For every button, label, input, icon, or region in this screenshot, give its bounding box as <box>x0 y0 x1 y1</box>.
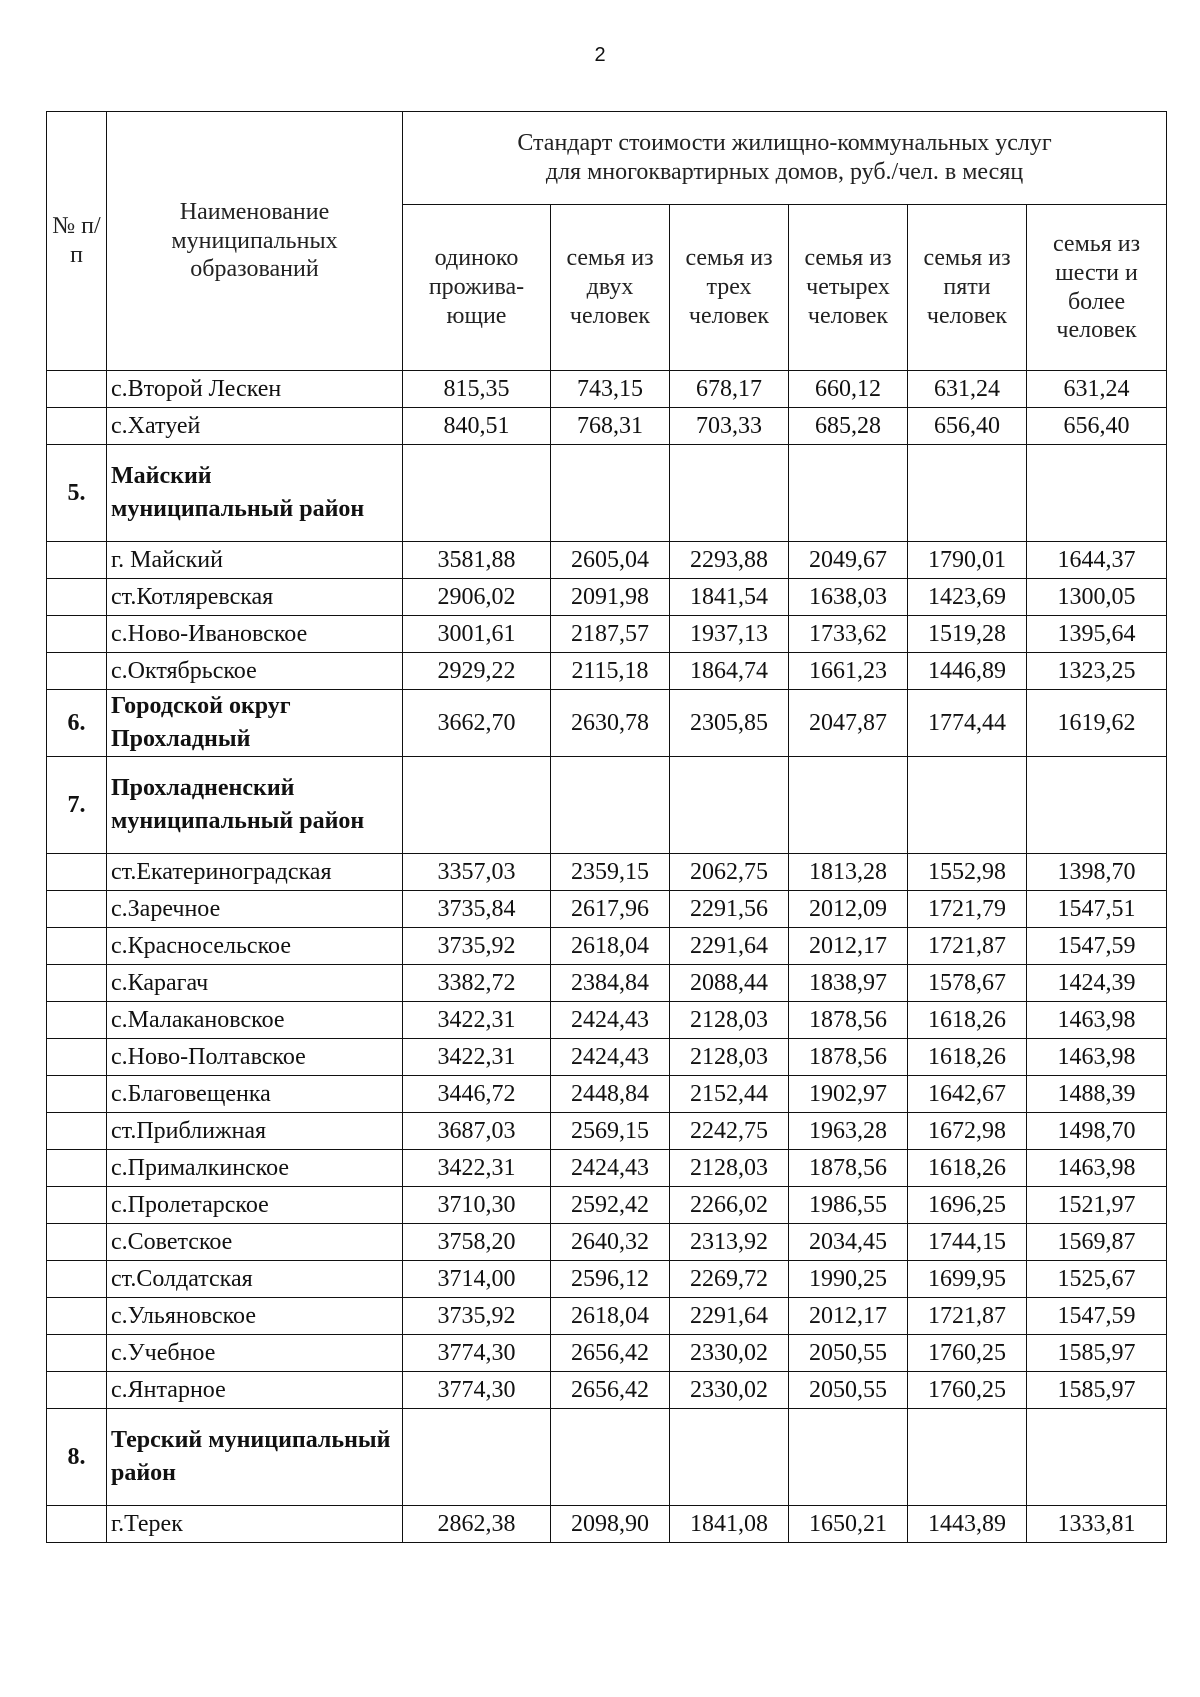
cost-value-3: 1841,08 <box>670 1506 789 1543</box>
cost-value-3: 2330,02 <box>670 1372 789 1409</box>
cost-value-1: 3581,88 <box>403 542 551 579</box>
cost-value-4: 1878,56 <box>789 1002 908 1039</box>
row-number <box>47 1187 107 1224</box>
district-name: Терский муниципальный район <box>107 1409 403 1506</box>
row-number <box>47 579 107 616</box>
table-row <box>47 1150 1167 1187</box>
cost-value-5: 1423,69 <box>908 579 1027 616</box>
cost-value-2: 2617,96 <box>551 891 670 928</box>
cost-value-2: 2424,43 <box>551 1002 670 1039</box>
cost-value-2: 2424,43 <box>551 1039 670 1076</box>
header-sub-6: семья из шести и более человек <box>1027 205 1167 371</box>
cost-value-4: 1733,62 <box>789 616 908 653</box>
header-group-title <box>403 112 1167 205</box>
table-row <box>47 891 1167 928</box>
settlement-name: ст.Солдатская <box>107 1261 403 1298</box>
row-number <box>47 408 107 445</box>
header-sub-2: семья из двух человек <box>551 205 670 371</box>
cost-value-1: 2862,38 <box>403 1506 551 1543</box>
page-number: 2 <box>594 44 606 66</box>
cost-value-5: 1760,25 <box>908 1335 1027 1372</box>
cost-value-3: 2293,88 <box>670 542 789 579</box>
cost-value-1: 3774,30 <box>403 1372 551 1409</box>
cost-value-2 <box>551 757 670 854</box>
table-row <box>47 1506 1167 1543</box>
cost-value-5: 1618,26 <box>908 1039 1027 1076</box>
table-row <box>47 542 1167 579</box>
settlement-name: с.Ново-Ивановское <box>107 616 403 653</box>
cost-value-2 <box>551 445 670 542</box>
row-number <box>47 1261 107 1298</box>
table-row <box>47 928 1167 965</box>
cost-value-5: 1446,89 <box>908 653 1027 690</box>
cost-value-1: 3758,20 <box>403 1224 551 1261</box>
cost-value-2: 743,15 <box>551 371 670 408</box>
table-row <box>47 616 1167 653</box>
group-row <box>47 690 1167 757</box>
header-col-name: Наименование муниципальных образований <box>107 112 403 371</box>
cost-value-3: 2330,02 <box>670 1335 789 1372</box>
cost-value-2: 2605,04 <box>551 542 670 579</box>
cost-value-3: 1841,54 <box>670 579 789 616</box>
settlement-name: с.Учебное <box>107 1335 403 1372</box>
cost-value-3: 678,17 <box>670 371 789 408</box>
header-row-main <box>47 112 1167 205</box>
cost-value-5: 1618,26 <box>908 1002 1027 1039</box>
cost-value-1: 3357,03 <box>403 854 551 891</box>
cost-value-3: 2313,92 <box>670 1224 789 1261</box>
table-row <box>47 1298 1167 1335</box>
cost-value-3: 2062,75 <box>670 854 789 891</box>
table-row <box>47 1335 1167 1372</box>
cost-value-3: 2266,02 <box>670 1187 789 1224</box>
cost-value-4: 1661,23 <box>789 653 908 690</box>
header-col-num: № п/п <box>47 112 107 371</box>
settlement-name: с.Заречное <box>107 891 403 928</box>
cost-value-6: 1488,39 <box>1027 1076 1167 1113</box>
cost-value-5 <box>908 757 1027 854</box>
cost-value-1: 3001,61 <box>403 616 551 653</box>
row-number <box>47 928 107 965</box>
cost-value-3 <box>670 1409 789 1506</box>
cost-value-4: 2034,45 <box>789 1224 908 1261</box>
cost-value-4: 660,12 <box>789 371 908 408</box>
cost-value-2: 2630,78 <box>551 690 670 757</box>
header-sub-1: одиноко прожива-ющие <box>403 205 551 371</box>
settlement-name: ст.Котляревская <box>107 579 403 616</box>
cost-value-1: 815,35 <box>403 371 551 408</box>
cost-value-3: 2152,44 <box>670 1076 789 1113</box>
cost-value-1 <box>403 757 551 854</box>
cost-value-4: 1990,25 <box>789 1261 908 1298</box>
cost-value-5 <box>908 1409 1027 1506</box>
cost-value-3: 2305,85 <box>670 690 789 757</box>
district-name: Майский муниципальный район <box>107 445 403 542</box>
cost-value-3: 1937,13 <box>670 616 789 653</box>
cost-value-6: 1498,70 <box>1027 1113 1167 1150</box>
cost-value-2: 2618,04 <box>551 928 670 965</box>
cost-value-5: 631,24 <box>908 371 1027 408</box>
cost-value-4: 1986,55 <box>789 1187 908 1224</box>
row-number <box>47 965 107 1002</box>
cost-value-2: 2424,43 <box>551 1150 670 1187</box>
cost-value-6 <box>1027 445 1167 542</box>
header-sub-5: семья из пяти человек <box>908 205 1027 371</box>
header-group-title-line1: Стандарт стоимости жилищно-коммунальных услуг <box>517 130 1052 157</box>
cost-value-2: 2592,42 <box>551 1187 670 1224</box>
cost-value-6: 1395,64 <box>1027 616 1167 653</box>
settlement-name: с.Янтарное <box>107 1372 403 1409</box>
header-sub-3: семья из трех человек <box>670 205 789 371</box>
table-row <box>47 965 1167 1002</box>
cost-value-1: 3662,70 <box>403 690 551 757</box>
settlement-name: г. Майский <box>107 542 403 579</box>
cost-value-4: 685,28 <box>789 408 908 445</box>
cost-value-4: 1963,28 <box>789 1113 908 1150</box>
cost-value-4: 2047,87 <box>789 690 908 757</box>
cost-value-6: 1424,39 <box>1027 965 1167 1002</box>
cost-value-5: 1552,98 <box>908 854 1027 891</box>
cost-value-2: 2569,15 <box>551 1113 670 1150</box>
table-row <box>47 579 1167 616</box>
cost-value-6: 1547,59 <box>1027 1298 1167 1335</box>
cost-value-6: 1463,98 <box>1027 1039 1167 1076</box>
cost-value-3: 2088,44 <box>670 965 789 1002</box>
cost-value-4: 2049,67 <box>789 542 908 579</box>
cost-value-6: 1333,81 <box>1027 1506 1167 1543</box>
cost-value-1: 840,51 <box>403 408 551 445</box>
cost-value-4 <box>789 757 908 854</box>
cost-value-4 <box>789 445 908 542</box>
cost-value-2: 2656,42 <box>551 1335 670 1372</box>
cost-value-3: 2128,03 <box>670 1150 789 1187</box>
cost-value-6: 1525,67 <box>1027 1261 1167 1298</box>
cost-value-1: 3422,31 <box>403 1150 551 1187</box>
settlement-name: с.Советское <box>107 1224 403 1261</box>
settlement-name: с.Октябрьское <box>107 653 403 690</box>
cost-value-4: 2050,55 <box>789 1335 908 1372</box>
cost-value-2: 2448,84 <box>551 1076 670 1113</box>
cost-value-2: 2359,15 <box>551 854 670 891</box>
row-number <box>47 371 107 408</box>
row-number <box>47 1076 107 1113</box>
cost-value-2: 2187,57 <box>551 616 670 653</box>
cost-value-1: 3710,30 <box>403 1187 551 1224</box>
table-row <box>47 653 1167 690</box>
settlement-name: с.Благовещенка <box>107 1076 403 1113</box>
cost-value-2: 2656,42 <box>551 1372 670 1409</box>
row-number <box>47 1335 107 1372</box>
cost-value-5: 656,40 <box>908 408 1027 445</box>
cost-value-5: 1699,95 <box>908 1261 1027 1298</box>
cost-value-1: 3382,72 <box>403 965 551 1002</box>
cost-value-2: 768,31 <box>551 408 670 445</box>
row-number <box>47 653 107 690</box>
cost-value-2 <box>551 1409 670 1506</box>
cost-value-6: 1569,87 <box>1027 1224 1167 1261</box>
district-name: Прохладненский муниципальный район <box>107 757 403 854</box>
table-row <box>47 1002 1167 1039</box>
settlement-name: ст.Екатериноградская <box>107 854 403 891</box>
cost-value-6: 1300,05 <box>1027 579 1167 616</box>
row-number: 5. <box>47 445 107 542</box>
table-row <box>47 408 1167 445</box>
district-name: Городской округ Прохладный <box>107 690 403 757</box>
cost-value-3: 2242,75 <box>670 1113 789 1150</box>
cost-value-6: 1398,70 <box>1027 854 1167 891</box>
cost-value-3: 2128,03 <box>670 1002 789 1039</box>
settlement-name: с.Второй Лескен <box>107 371 403 408</box>
cost-value-5: 1774,44 <box>908 690 1027 757</box>
table-row <box>47 1261 1167 1298</box>
cost-value-3: 703,33 <box>670 408 789 445</box>
cost-value-6: 1619,62 <box>1027 690 1167 757</box>
header-group-title-line2: для многоквартирных домов, руб./чел. в месяц <box>545 159 1024 185</box>
cost-value-4: 2012,17 <box>789 1298 908 1335</box>
cost-value-6: 1644,37 <box>1027 542 1167 579</box>
cost-value-3: 2128,03 <box>670 1039 789 1076</box>
cost-value-4: 2012,09 <box>789 891 908 928</box>
cost-value-5: 1721,87 <box>908 1298 1027 1335</box>
cost-value-5: 1578,67 <box>908 965 1027 1002</box>
cost-value-1: 3735,92 <box>403 928 551 965</box>
cost-value-4: 2012,17 <box>789 928 908 965</box>
row-number <box>47 1113 107 1150</box>
cost-value-6: 1585,97 <box>1027 1372 1167 1409</box>
cost-value-6: 1463,98 <box>1027 1002 1167 1039</box>
settlement-name: ст.Приближная <box>107 1113 403 1150</box>
cost-value-3: 2291,64 <box>670 1298 789 1335</box>
settlement-name: с.Красносельское <box>107 928 403 965</box>
cost-value-3: 2269,72 <box>670 1261 789 1298</box>
row-number: 6. <box>47 690 107 757</box>
row-number <box>47 616 107 653</box>
settlement-name: с.Ново-Полтавское <box>107 1039 403 1076</box>
cost-value-5: 1696,25 <box>908 1187 1027 1224</box>
cost-value-6: 1547,51 <box>1027 891 1167 928</box>
settlement-name: с.Пролетарское <box>107 1187 403 1224</box>
row-number <box>47 1039 107 1076</box>
cost-value-6 <box>1027 757 1167 854</box>
cost-value-5 <box>908 445 1027 542</box>
cost-value-5: 1443,89 <box>908 1506 1027 1543</box>
row-number <box>47 1372 107 1409</box>
cost-value-4: 1650,21 <box>789 1506 908 1543</box>
cost-value-3: 2291,56 <box>670 891 789 928</box>
table-row <box>47 1039 1167 1076</box>
cost-value-4: 2050,55 <box>789 1372 908 1409</box>
cost-value-3 <box>670 757 789 854</box>
settlement-name: с.Малакановское <box>107 1002 403 1039</box>
row-number <box>47 1224 107 1261</box>
table-body <box>47 112 1167 1543</box>
table-row <box>47 1372 1167 1409</box>
settlement-name: с.Ульяновское <box>107 1298 403 1335</box>
cost-value-4: 1902,97 <box>789 1076 908 1113</box>
row-number <box>47 1002 107 1039</box>
row-number <box>47 542 107 579</box>
cost-value-1: 2906,02 <box>403 579 551 616</box>
cost-value-2: 2115,18 <box>551 653 670 690</box>
row-number <box>47 1298 107 1335</box>
cost-value-1: 3735,92 <box>403 1298 551 1335</box>
row-number <box>47 891 107 928</box>
cost-value-5: 1618,26 <box>908 1150 1027 1187</box>
row-number: 7. <box>47 757 107 854</box>
table-row <box>47 1187 1167 1224</box>
settlement-name: с.Прималкинское <box>107 1150 403 1187</box>
row-number <box>47 1150 107 1187</box>
cost-value-5: 1721,87 <box>908 928 1027 965</box>
table-row <box>47 1076 1167 1113</box>
cost-value-5: 1672,98 <box>908 1113 1027 1150</box>
cost-value-2: 2640,32 <box>551 1224 670 1261</box>
cost-value-4: 1838,97 <box>789 965 908 1002</box>
cost-value-1: 3774,30 <box>403 1335 551 1372</box>
cost-value-1: 3422,31 <box>403 1002 551 1039</box>
row-number: 8. <box>47 1409 107 1506</box>
cost-value-2: 2618,04 <box>551 1298 670 1335</box>
cost-value-6: 1585,97 <box>1027 1335 1167 1372</box>
cost-value-4: 1878,56 <box>789 1150 908 1187</box>
group-row <box>47 757 1167 854</box>
settlement-name: с.Хатуей <box>107 408 403 445</box>
cost-value-6: 1521,97 <box>1027 1187 1167 1224</box>
cost-value-6 <box>1027 1409 1167 1506</box>
table-row <box>47 854 1167 891</box>
cost-value-4 <box>789 1409 908 1506</box>
cost-value-3: 1864,74 <box>670 653 789 690</box>
cost-standard-table <box>46 111 1167 1543</box>
header-sub-4: семья из четырех человек <box>789 205 908 371</box>
cost-value-4: 1638,03 <box>789 579 908 616</box>
cost-value-1: 3422,31 <box>403 1039 551 1076</box>
cost-value-5: 1790,01 <box>908 542 1027 579</box>
cost-value-4: 1813,28 <box>789 854 908 891</box>
cost-value-2: 2596,12 <box>551 1261 670 1298</box>
table-row <box>47 1224 1167 1261</box>
cost-value-6: 1463,98 <box>1027 1150 1167 1187</box>
cost-value-6: 656,40 <box>1027 408 1167 445</box>
cost-value-5: 1519,28 <box>908 616 1027 653</box>
table-row <box>47 371 1167 408</box>
cost-value-6: 1323,25 <box>1027 653 1167 690</box>
cost-value-1: 2929,22 <box>403 653 551 690</box>
cost-value-1 <box>403 1409 551 1506</box>
cost-value-2: 2098,90 <box>551 1506 670 1543</box>
cost-value-6: 1547,59 <box>1027 928 1167 965</box>
table-row <box>47 1113 1167 1150</box>
cost-value-5: 1642,67 <box>908 1076 1027 1113</box>
cost-value-3: 2291,64 <box>670 928 789 965</box>
row-number <box>47 1506 107 1543</box>
settlement-name: с.Карагач <box>107 965 403 1002</box>
cost-value-1: 3687,03 <box>403 1113 551 1150</box>
cost-value-5: 1760,25 <box>908 1372 1027 1409</box>
cost-value-2: 2384,84 <box>551 965 670 1002</box>
row-number <box>47 854 107 891</box>
settlement-name: г.Терек <box>107 1506 403 1543</box>
cost-value-3 <box>670 445 789 542</box>
cost-value-2: 2091,98 <box>551 579 670 616</box>
cost-value-5: 1721,79 <box>908 891 1027 928</box>
cost-value-1: 3735,84 <box>403 891 551 928</box>
cost-value-4: 1878,56 <box>789 1039 908 1076</box>
cost-value-6: 631,24 <box>1027 371 1167 408</box>
cost-value-5: 1744,15 <box>908 1224 1027 1261</box>
cost-value-1: 3446,72 <box>403 1076 551 1113</box>
group-row <box>47 1409 1167 1506</box>
group-row <box>47 445 1167 542</box>
cost-value-1: 3714,00 <box>403 1261 551 1298</box>
cost-value-1 <box>403 445 551 542</box>
